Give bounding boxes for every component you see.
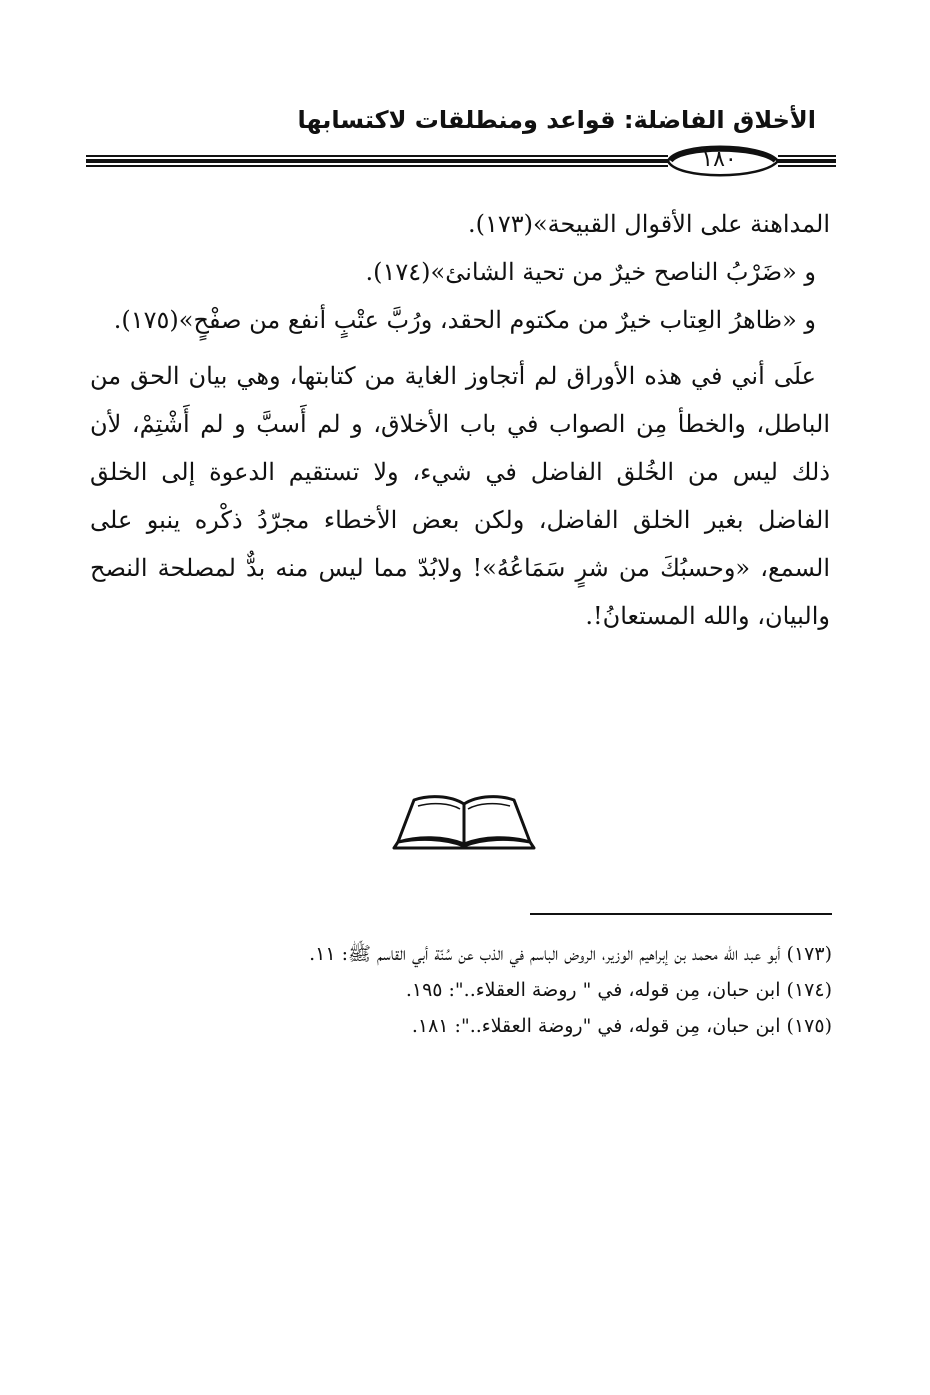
body-paragraph: علَى أني في هذه الأوراق لم أتجاوز الغاية من كتابتها، وهي بيان الحق من الباطل، والخطأ مِن الصواب في باب الأخلاق، و لم أَسبَّ و لم أَشْتِمْ، لأن ذلك ليس من الخُلق الفاضل في شيء، ولا تستقيم الدعوة إلى الخلق الفاضل بغير الخلق الفاضل، ولكن بعض الأخطاء مجرّدُ ذكْره ينبو على السمع، «وحسبُكَ من شرٍ سَمَاعُهُ»! ولابُدّ مما ليس منه بدٌّ لمصلحة النصح والبيان، والله المستعانُ!. (90, 362, 831, 630)
footnote-173: (١٧٣) أبو عبد الله محمد بن إبراهيم الوزير، الروض الباسم في الذب عن سُنّة أبي القاسم ﷺ: ١١. (309, 943, 832, 965)
footnotes (90, 936, 832, 1044)
body-line-2: و «ضَرْبُ الناصح خيرٌ من تحية الشانئ»(١٧٤). (365, 258, 816, 286)
footnote-175: (١٧٥) ابن حبان، مِن قوله، في "روضة العقلاء..": ١٨١. (411, 1015, 832, 1037)
page-number: ١٨٠ (701, 147, 737, 172)
body-line-3: و «ظاهرُ العِتاب خيرٌ من مكتوم الحقد، ورُبَّ عتْبٍ أنفع من صفْحٍ»(١٧٥). (113, 306, 816, 334)
body-line-1: المداهنة على الأقوال القبيحة»(١٧٣). (467, 210, 830, 238)
footnote-rule (530, 913, 832, 915)
open-book-icon (392, 792, 536, 852)
footnote-174: (١٧٤) ابن حبان، مِن قوله، في " روضة العقلاء..": ١٩٥. (405, 979, 832, 1001)
page-running-title: الأخلاق الفاضلة: قواعد ومنطلقات لاكتسابها (297, 106, 816, 134)
body-text (90, 200, 830, 640)
